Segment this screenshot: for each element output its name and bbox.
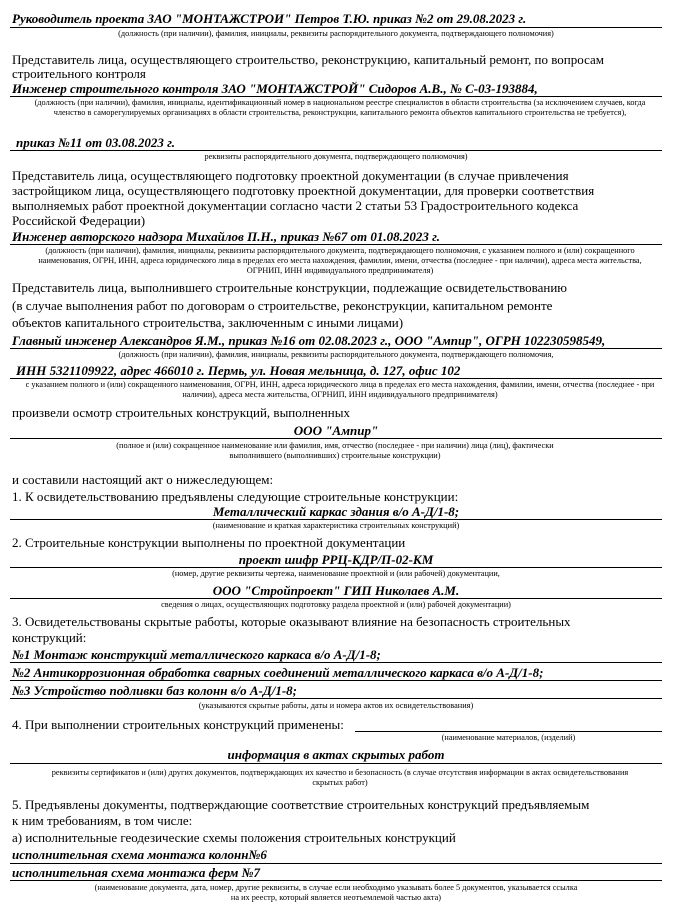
item-5-subheading: а) исполнительные геодезические схемы положения строительных конструкций (12, 830, 456, 845)
item-4-caption-2: реквизиты сертификатов и (или) других документов, подтверждающих их качество и безопасность (в случае отсутствия информации в актах освидетельствования скрытых работ) (51, 768, 629, 787)
performer-name: ООО "Ампир" (293, 423, 379, 438)
document-row: исполнительная схема монтажа ферм №7 (12, 865, 261, 880)
divider (10, 567, 662, 568)
item-2-caption-2: сведения о лицах, осуществляющих подготовку раздела проектной и (или) рабочей документации) (161, 600, 511, 609)
project-manager-line: Руководитель проекта ЗАО "МОНТАЖСТРОИ" Петров Т.Ю. приказ №2 от 29.08.2023 г. (12, 11, 527, 26)
item-4-value: информация в актах скрытых работ (227, 747, 445, 762)
divider (10, 662, 662, 663)
item-4-caption: (наименование материалов, (изделий) (441, 733, 576, 742)
hidden-work-row: №3 Устройство подливки баз колонн в/о А-Д/1-8; (12, 683, 298, 698)
item-3-heading-line-2: конструкций: (12, 630, 87, 645)
divider (10, 27, 662, 28)
divider (10, 598, 662, 599)
design-intro-line: выполняемых работ проектной документации согласно части 2 статьи 53 Градостроительного кодекса (12, 198, 579, 213)
divider (10, 519, 662, 520)
tech-caption: (должность (при наличии), фамилия, инициалы, идентификационный номер в национальном реестре специалистов в области строительства (за исключением случаев, когда членство в саморегулируемых организациях в области строительства, реконструкции, капитального ремонта объектов капитального строительства не требуется), (34, 98, 646, 117)
design-supervisor-line: Инженер авторского надзора Михайлов П.Н., приказ №67 от 01.08.2023 г. (12, 229, 441, 244)
divider (10, 863, 662, 864)
act-intro: и составили настоящий акт о нижеследующем: (12, 472, 274, 487)
item-3-caption: (указываются скрытые работы, даты и номера актов их освидетельствования) (198, 701, 474, 710)
item-5-caption: (наименование документа, дата, номер, другие реквизиты, в случае если необходимо указывать более 5 документов, указывается ссылка на их реестр, который является неотъемлемой частью акта) (94, 883, 578, 902)
contractor-caption-1: (должность (при наличии), фамилия, инициалы, реквизиты распорядительного документа, подтверждающего полномочия, (118, 350, 554, 359)
item-2-value: проект шифр РРЦ-КДР/П-02-КМ (238, 552, 434, 567)
divider (10, 763, 662, 764)
hidden-work-row: №1 Монтаж конструкций металлического каркаса в/о А-Д/1-8; (12, 647, 381, 662)
inspection-intro: произвели осмотр строительных конструкций, выполненных (12, 405, 350, 420)
item-2-heading: 2. Строительные конструкции выполнены по проектной документации (12, 535, 406, 550)
hidden-work-row: №2 Антикоррозионная обработка сварных соединений металлического каркаса в/о А-Д/1-8; (12, 665, 544, 680)
tech-intro-line-1: Представитель лица, осуществляющего строительство, реконструкцию, капитальный ремонт, по вопросам (12, 52, 605, 67)
divider (10, 150, 662, 151)
item-1-value: Металлический каркас здания в/о А-Д/1-8; (212, 504, 460, 519)
design-intro-line: Представитель лица, осуществляющего подготовку проектной документации (в случае привлечения (12, 168, 569, 183)
document-row: исполнительная схема монтажа колонн№6 (12, 847, 267, 862)
contractor-intro-line: объектов капитального строительства, заключенным с иными лицами) (12, 315, 404, 330)
tech-intro-line-2: строительного контроля (12, 66, 146, 81)
divider (10, 438, 662, 439)
item-5-heading-line-2: к ним требованиям, в том числе: (12, 813, 193, 828)
performer-caption: (полное и (или) сокращенное наименование или фамилия, имя, отчество (последнее - при наличии) лица (лиц), фактически выполнившего (выполнивших) строительные конструкции) (116, 441, 554, 460)
item-5-heading-line-1: 5. Предъявлены документы, подтверждающие соответствие строительных конструкций предъявляемым (12, 797, 590, 812)
divider (10, 96, 662, 97)
item-2-caption: (номер, другие реквизиты чертежа, наименование проектной и (или рабочей) документации, (172, 569, 500, 578)
divider (10, 680, 662, 681)
contractor-line: Главный инженер Александров Я.М., приказ №16 от 02.08.2023 г., ООО "Ампир", ОГРН 102230598549, (12, 333, 606, 348)
divider (10, 244, 662, 245)
head-caption: (должность (при наличии), фамилия, инициалы, реквизиты распорядительного документа, подтверждающего полномочия) (118, 29, 554, 38)
divider (10, 698, 662, 699)
item-4-heading: 4. При выполнении строительных конструкций применены: (12, 717, 344, 732)
design-intro-line: застройщиком лица, осуществляющего подготовку проектной документации, для проверки соответствия (12, 183, 595, 198)
design-caption: (должность (при наличии), фамилия, инициалы, реквизиты распорядительного документа, подтверждающего полномочия, с указанием полного и (или) сокращенного наименования, ОГРН, ИНН, адреса юридического лица в пределах его места нахождения, фамилии, имени, отчества (последнее - при наличии), адреса места жительства, ОГРНИП, ИНН индивидуального предпринимателя) (38, 246, 642, 275)
item-3-heading-line-1: 3. Освидетельствованы скрытые работы, которые оказывают влияние на безопасность строительных (12, 614, 571, 629)
divider (10, 348, 662, 349)
tech-order-line: приказ №11 от 03.08.2023 г. (16, 135, 175, 150)
item-2-value-2: ООО "Стройпроект" ГИП Николаев А.М. (212, 583, 460, 598)
item-1-heading: 1. К освидетельствованию предъявлены следующие строительные конструкции: (12, 489, 459, 504)
item-1-caption: (наименование и краткая характеристика строительных конструкций) (212, 521, 460, 530)
tech-order-caption: реквизиты распорядительного документа, подтверждающего полномочия) (204, 152, 468, 161)
divider (355, 731, 662, 732)
contractor-line-2: ИНН 5321109922, адрес 466010 г. Пермь, ул. Новая мельница, д. 127, офис 102 (16, 363, 461, 378)
design-intro-line: Российской Федерации) (12, 213, 146, 228)
tech-supervisor-line: Инженер строительного контроля ЗАО "МОНТАЖСТРОЙ" Сидоров А.В., № С-03-193884, (12, 81, 538, 96)
divider (10, 378, 662, 379)
contractor-caption-2: с указанием полного и (или) сокращенного наименования, ОГРН, ИНН, адреса юридического лица в пределах его места нахождения, фамилии, имени, отчества (последнее - при наличии), адреса места жительства, ОГРНИП, ИНН индивидуального предпринимателя) (25, 380, 655, 399)
contractor-intro-line: (в случае выполнения работ по договорам о строительстве, реконструкции, капитальном ремонте (12, 298, 553, 313)
contractor-intro-line: Представитель лица, выполнившего строительные конструкции, подлежащие освидетельствованию (12, 280, 567, 295)
divider (10, 880, 662, 881)
